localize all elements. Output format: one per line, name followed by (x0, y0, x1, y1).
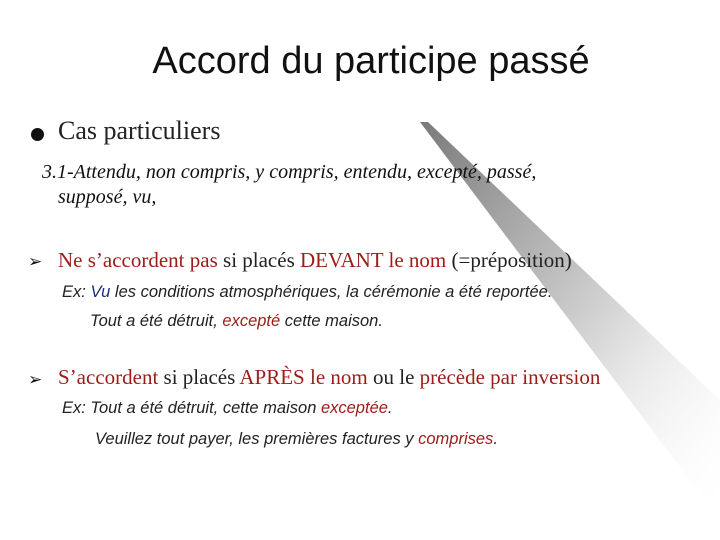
example-1-line-2 (90, 312, 383, 331)
subtitle-line-2: supposé, vu, (58, 186, 157, 208)
arrowhead-bullet-icon: ➢ (28, 370, 43, 389)
example-1-rest: les conditions atmosphériques, la cérémonie a été reportée. (110, 283, 553, 301)
example-2-start: Tout a été détruit, (90, 312, 223, 330)
rule-1-position: DEVANT le nom (300, 248, 447, 272)
section-heading: Cas particuliers (58, 116, 221, 145)
example-3-participle: exceptée (320, 399, 388, 417)
rule-2-connector: si placés (158, 365, 240, 389)
example-4-participle: comprises (418, 430, 494, 448)
example-1-line-1 (62, 283, 552, 302)
example-prefix: Ex: (62, 283, 91, 301)
example-2-line-2 (95, 430, 498, 449)
example-2-rest: cette maison. (280, 312, 383, 330)
rule-2-inversion: précède par inversion (419, 365, 601, 389)
filled-circle-bullet-icon (31, 128, 44, 141)
example-2-line-1 (62, 399, 393, 418)
subtitle-line-1: 3.1-Attendu, non compris, y compris, entendu, excepté, passé, (42, 161, 537, 183)
example-4-start: Veuillez tout payer, les premières factures y (95, 430, 419, 448)
example-4-rest: . (493, 430, 498, 448)
rule-1-verb: Ne s’accordent pas (58, 248, 218, 272)
arrowhead-bullet-icon: ➢ (28, 252, 43, 271)
example-3-start: Ex: Tout a été détruit, cette maison (62, 399, 321, 417)
slide-title: Accord du participe passé (152, 40, 590, 82)
example-1-participle: Vu (90, 283, 111, 301)
rule-2-verb: S’accordent (58, 365, 159, 389)
rule-2-connector-2: ou le (367, 365, 420, 389)
subtitle (42, 160, 682, 210)
example-2-participle: excepté (222, 312, 281, 330)
rule-1-connector: si placés (217, 248, 300, 272)
rule-1 (58, 248, 572, 273)
example-3-rest: . (387, 399, 393, 417)
rule-2-position: APRÈS le nom (239, 365, 368, 389)
rule-2 (58, 365, 600, 390)
rule-1-note: (=préposition) (446, 248, 572, 272)
